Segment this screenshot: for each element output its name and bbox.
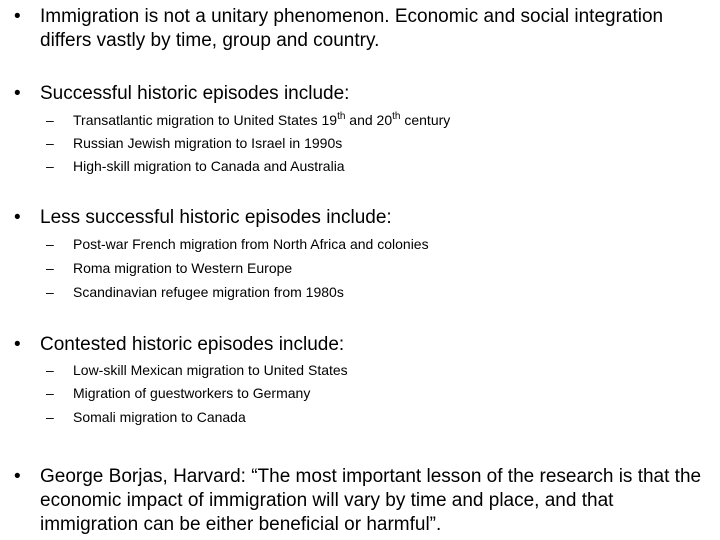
dash-icon: – <box>46 158 54 174</box>
sub-item-guestworkers <box>46 384 686 402</box>
dash-icon: – <box>46 362 54 378</box>
sub-item-text: Low-skill Mexican migration to United States <box>73 362 348 378</box>
sub-item-mexican <box>46 361 686 379</box>
sub-item-text: Russian Jewish migration to Israel in 1990s <box>73 135 343 151</box>
sub-item-text: Transatlantic migration to United States 19th and 20th century <box>73 111 451 128</box>
sub-item-high-skill <box>46 157 686 175</box>
bullet-icon: • <box>14 6 21 27</box>
dash-icon: – <box>46 135 54 151</box>
bullet-text: Contested historic episodes include: <box>40 334 345 355</box>
dash-icon: – <box>46 385 54 401</box>
sub-item-text: High-skill migration to Canada and Australia <box>73 158 345 174</box>
dash-icon: – <box>46 112 54 128</box>
sub-item-text: Scandinavian refugee migration from 1980s <box>73 284 344 300</box>
bullet-text: Less successful historic episodes include: <box>40 207 392 228</box>
bullet-icon: • <box>14 334 21 355</box>
sub-item-transatlantic <box>46 111 686 129</box>
bullet-icon: • <box>14 83 21 104</box>
sub-item-somali <box>46 408 686 426</box>
bullet-contested-episodes <box>14 333 704 357</box>
sub-item-russian-jewish <box>46 134 686 152</box>
bullet-icon: • <box>14 466 21 487</box>
bullet-unitary-phenomenon <box>14 5 704 53</box>
sub-item-text: Roma migration to Western Europe <box>73 260 293 276</box>
dash-icon: – <box>46 409 54 425</box>
dash-icon: – <box>46 260 54 276</box>
dash-icon: – <box>46 236 54 252</box>
bullet-text: Successful historic episodes include: <box>40 83 350 104</box>
sub-item-text: Migration of guestworkers to Germany <box>73 385 311 401</box>
dash-icon: – <box>46 284 54 300</box>
bullet-text: George Borjas, Harvard: “The most important lesson of the research is that the economic impact of immigration will vary by time and place, and that immigration can be either beneficial or harmful”. <box>40 466 702 535</box>
sub-item-text: Post-war French migration from North Africa and colonies <box>73 236 429 252</box>
bullet-successful-episodes <box>14 82 704 106</box>
bullet-text: Immigration is not a unitary phenomenon. Economic and social integration differs vastly by time, group and country. <box>40 6 664 51</box>
sub-item-scandinavian <box>46 283 686 301</box>
bullet-less-successful-episodes <box>14 206 704 230</box>
sub-item-french <box>46 235 686 253</box>
sub-item-roma <box>46 259 686 277</box>
bullet-icon: • <box>14 207 21 228</box>
bullet-borjas-quote <box>14 465 704 537</box>
sub-item-text: Somali migration to Canada <box>73 409 246 425</box>
